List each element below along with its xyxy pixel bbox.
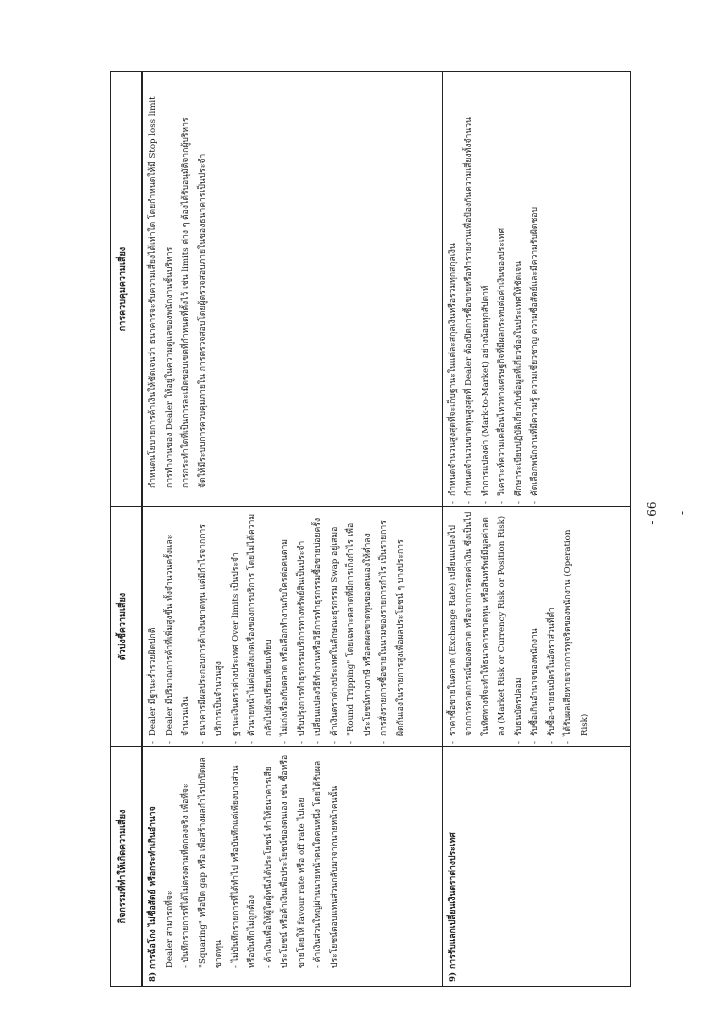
row2-indicator-item: - ราคาซื้อขายในตลาด (Exchange Rate) เปลี่ยนแปลงไปจากการคาดการณ์ของตลาด หรือจากการลดค่าเงิน ซึ่งเป็นไปในทิศทางที่จะทำให้ธนาคารขาดทุน หรือสินทรัพย์มีมูลค่าลดลง (Market Risk or Currency Risk or Position Risk) — [445, 511, 511, 742]
row1-indicator-item: - ฐานะเงินตราต่างประเทศ Over limits เป็นประจำ — [228, 511, 245, 742]
row1-control-item: จัดให้มีระบบการควบคุมภายใน การตรวจสอบโดยผู้ตรวจสอบภายในของธนาคารเป็นประจำ — [197, 153, 208, 488]
row1-indicator-item: - ค้าเงินตราต่างประเทศในลักษณะธุรกรรม Swap อยู่เสมอ — [327, 511, 344, 742]
row1-indicator-item: - ตัวนายหน้าไม่ค่อยสังเกตเรื่องของการบริการ โดยไม่ได้ความกลับไปยังเปรียบเทียบเทียบ — [244, 511, 277, 742]
row2-control-item: - คัดเลือกพนักงานที่มีความรู้ ความเชี่ยวชาญ ความซื่อสัตย์และมีความรับผิดชอบ — [527, 76, 544, 502]
page-number: - 66 - — [645, 501, 689, 525]
row2-indicator-item: - รับซื้อเกินอำนาจของพนักงาน — [527, 511, 544, 742]
table-header-row — [111, 72, 143, 987]
row2-indicator-cell — [442, 507, 630, 747]
row1-control-item: การกระทำใดที่เป็นการละเมิดขอบเขตที่กำหนดที่ตั้งไว้ เช่น limits ต่าง ๆ ต้องได้รับอนุมัติจากผู้บริหาร — [181, 117, 191, 488]
row1-activity-line: - ไม่บันทึกรายการที่ได้ทำไป หรือบันทึกแต่เพียงบางส่วน หรือบันทึกไม่ถูกต้อง — [230, 765, 257, 968]
row2-indicator-item: - รับธนบัตรปลอม — [511, 511, 528, 742]
row1-control-item: การทำงานของ Dealer ให้อยู่ในความดูแลของพนักงานชั้นบริหาร — [164, 246, 175, 488]
row1-indicator-item: - ไม่เก่งเรื่องกับตลาด หรือเลือกทำงานกับใครต่อคนตาม — [277, 511, 294, 742]
row1-indicator-item: - Dealer มีปริมาณการค้าที่เพิ่มสูงขึ้น ทั้งจำนวนครั้งและจำนวนเงิน — [162, 511, 195, 742]
row2-control-item: - วิเคราะห์ความเคลื่อนไหวทางเศรษฐกิจที่มีผลกระทบต่อค่าเงินของประเทศ — [494, 76, 511, 502]
row1-activity-line: - บันทึกรายการที่ได้ไม่ตรงตามที่ตกลงจริง เพื่อที่จะ "Squaring" หรือปิด gap หรือ เพื่อสร้างผลกำไรปกปิดผลขาดทุน — [181, 757, 224, 968]
header-control: การควบคุมความเสี่ยง — [111, 72, 143, 507]
row2-activity-title: 9) การรับแลกเปลี่ยนเงินตราต่างประเทศ — [447, 832, 458, 982]
rotated-table-container — [110, 72, 620, 987]
row1-indicator-item: - Dealer มีฐานะร่ำรวยผิดปกติ — [145, 511, 162, 742]
row1-activity-title: 8) การฉ้อโกง ไม่ซื่อสัตย์ หรือกระทำเกินอำนาจ — [148, 806, 158, 982]
row1-indicator-item: - เปลี่ยนแปลงวิธีทำงานหรือวิธีการทำธุรกรรมซื้อขายบ่อยครั้ง — [310, 511, 327, 742]
row1-indicator-item: - "Round Tripping" โดยเฉพาะตลาดที่มีการเก็งกำไร เพื่อประโยชน์ทางภาษี หรือลดผลขาดทุนของตนเองให้ต่ำลง — [343, 511, 376, 742]
table-row — [442, 72, 630, 987]
row2-indicator-item: - รับซื้อ-ขายธนบัตรในอัตราส่วนที่ต่ำ — [544, 511, 561, 742]
row2-control-item: - ทำการแปลงค่า (Mark-to-Market) อย่างน้อยทุกสัปดาห์ — [478, 76, 495, 502]
row2-control-cell — [442, 72, 630, 507]
row2-activity-cell — [442, 747, 630, 987]
row1-control-item: กำหนดนโยบายการค้าเงินให้ชัดเจนว่า ธนาคารจะรับความเสี่ยงได้เท่าใด โดยกำหนดให้มี Stop loss limit — [148, 96, 158, 488]
row1-indicator-item: - ปรับปรุงการทำธุรกรรมบริการทางทรัพย์สินเป็นประจำ — [294, 511, 311, 742]
row2-control-item: - ศึกษาระเบียบปฏิบัติเกี่ยวกับข้อมูลที่เกี่ยวข้องในประเทศให้ชัดเจน — [511, 76, 528, 502]
row1-indicator-item: - การสั่งรายการซื้อขายในนามของรายการกำไร เป็นรายการผิดกันเองในรายการสูงเพื่อผลประโยชน์ ๆ บางประการ — [376, 511, 409, 742]
header-indicator: ตัวบ่งชี้ความเสี่ยง — [111, 507, 143, 747]
row1-indicator-item: - ธนาคารมีผลประกอบการค้าเงินขาดทุน แต่มีกำไรจากการบริการเป็นจำนวนสูง — [195, 511, 228, 742]
row1-control-cell — [142, 72, 442, 507]
row2-control-item: - กำหนดจำนวนขาดทุนสูงสุดที่ Dealer ต้องปิดการซื้อขายหรือทำรายงานเพื่อป้องกันความเสี่ยงทั้งจำนวน — [461, 76, 478, 502]
row1-activity-line: Dealer สามารถที่จะ — [164, 890, 175, 968]
row1-activity-cell — [142, 747, 442, 987]
row1-indicator-cell — [142, 507, 442, 747]
table-row — [142, 72, 442, 987]
row2-control-item: - กำหนดจำนวนสูงสุดที่จะเก็บฐานะในแต่ละสกุลเงินหรือรวมทุกสกุลเงิน — [445, 76, 462, 502]
row1-activity-line: - ค้าเงินส่วนใหญ่ผ่านนายหน้าคนใดคนหนึ่ง โดยได้รับผลประโยชน์ตอบแทนส่วนกลับมาจากนายหน้าคนนั้น — [313, 760, 340, 968]
row1-activity-line: - ค้าเงินเพื่อให้ผู้ใดผู้หนึ่งได้ประโยชน์ ทำให้ธนาคารเสียประโยชน์ หรือค้าเงินเพื่อประโยชน์ของตนเอง เช่น ซื้อหรือขายโดยให้ favour rate หรือ off rate ไปเลย — [263, 754, 307, 968]
risk-control-table — [110, 71, 631, 987]
header-activity: กิจกรรมที่ทำให้เกิดความเสี่ยง — [111, 747, 143, 987]
row2-indicator-item: - ได้รับผลเสียหายจากการทุจริตของพนักงาน (Operation Risk) — [560, 511, 593, 742]
